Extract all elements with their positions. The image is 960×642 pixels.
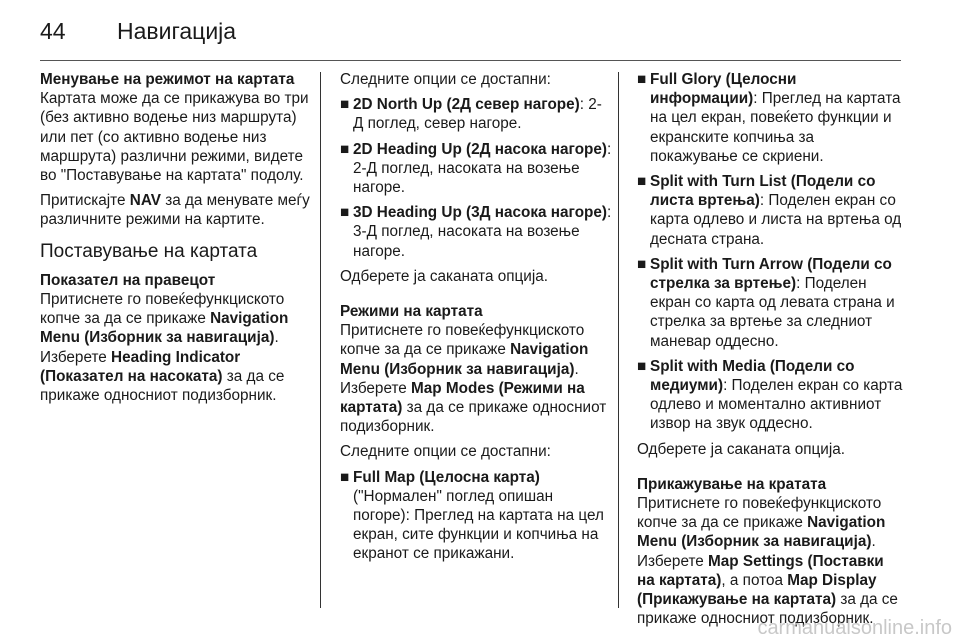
page-title: Навигација	[117, 18, 237, 44]
list-item: ■ 3D Heading Up (3Д насока нагоре): 3-Д поглед, насоката на возење нагоре.	[340, 204, 612, 260]
watermark: carmanualsonline.info	[757, 617, 952, 639]
bullet-icon: ■	[340, 204, 350, 222]
paragraph: Картата може да се прикажува во три (без активно водење низ маршрута) или пет (со активно водење низ маршрута) различни режими, видете во "Поставување на картата" подолу.	[40, 90, 309, 185]
bullet-icon: ■	[637, 255, 647, 273]
column-divider-2	[618, 72, 619, 608]
bullet-icon: ■	[340, 140, 350, 158]
options-intro: Следните опции се достапни:	[340, 443, 551, 461]
paragraph: Притиснете го повеќефункциското копче за да се прикаже Navigation Menu (Изборник за навигација). Изберете Map Settings (Поставки на картата), а потоа Map Display (Прикажување на картата) за да се прикаже односниот подизборник.	[637, 495, 898, 628]
list-item: ■ 2D Heading Up (2Д насока нагоре): 2-Д поглед, насоката на возење нагоре.	[340, 140, 612, 197]
paragraph: Притиснете го повеќефункциското копче за да се прикаже Navigation Menu (Изборник за навигација). Изберете Map Modes (Режими на картата) за да се прикаже односниот подизборник.	[340, 322, 607, 436]
select-instruction: Одберете ја саканата опција.	[637, 440, 845, 458]
list-item: ■ Full Map (Целосна карта) ("Нормален" поглед опишан погоре): Преглед на картата на цел екран, сите функции и копчиња на екранот се прикажани.	[340, 468, 604, 563]
options-list-modes-cont	[637, 70, 905, 434]
bullet-icon: ■	[637, 71, 647, 88]
bullet-icon: ■	[637, 357, 647, 375]
subsection-heading-map-modes: Режими на картата	[340, 303, 483, 321]
options-intro: Следните опции се достапни:	[340, 71, 551, 88]
list-item: ■ 2D North Up (2Д север нагоре): 2-Д поглед, север нагоре.	[340, 96, 602, 133]
options-list-modes	[340, 468, 612, 564]
column-2	[340, 70, 612, 570]
list-item: ■ Split with Turn Arrow (Подели со стрелка за вртење): Поделен екран со карта од левата страна и стрелка за вртење за следниот маневар оддесно.	[637, 255, 895, 350]
bullet-icon: ■	[637, 173, 647, 191]
page-number: 44	[40, 18, 66, 44]
subsection-heading-direction: Показател на правецот	[40, 271, 216, 289]
list-item: ■ Split with Media (Подели со медиуми): Поделен екран со карта одлево и моментално активниот извор на звук оддесно.	[637, 357, 903, 433]
list-item: ■ Full Glory (Целосни информации): Преглед на картата на цел екран, повеќето функции и екранските копчиња за покажување се скриени.	[637, 71, 901, 165]
bullet-icon: ■	[340, 96, 350, 114]
paragraph: Притиснете го повеќефункциското копче за да се прикаже Navigation Menu (Изборник за навигација). Изберете Heading Indicator (Показател на насоката) за да се прикаже односниот подизборник.	[40, 291, 289, 405]
select-instruction: Одберете ја саканата опција.	[340, 267, 548, 285]
bullet-icon: ■	[340, 468, 350, 486]
header-rule	[40, 60, 901, 61]
column-1	[40, 70, 312, 411]
column-3	[637, 70, 905, 634]
section-heading-map-mode: Менување на режимот на картата	[40, 71, 295, 88]
list-item: ■ Split with Turn List (Подели со листа вртења): Поделен екран со карта одлево и листа на вртења од десната страна.	[637, 173, 902, 248]
paragraph: Притискајте NAV за да менувате меѓу различните режими на картите.	[40, 192, 310, 229]
options-list-heading	[340, 95, 612, 261]
column-divider-1	[320, 72, 321, 608]
subsection-heading-map-display: Прикажување на кратата	[637, 475, 827, 493]
section-title-map-setup: Поставување на картата	[40, 240, 258, 262]
